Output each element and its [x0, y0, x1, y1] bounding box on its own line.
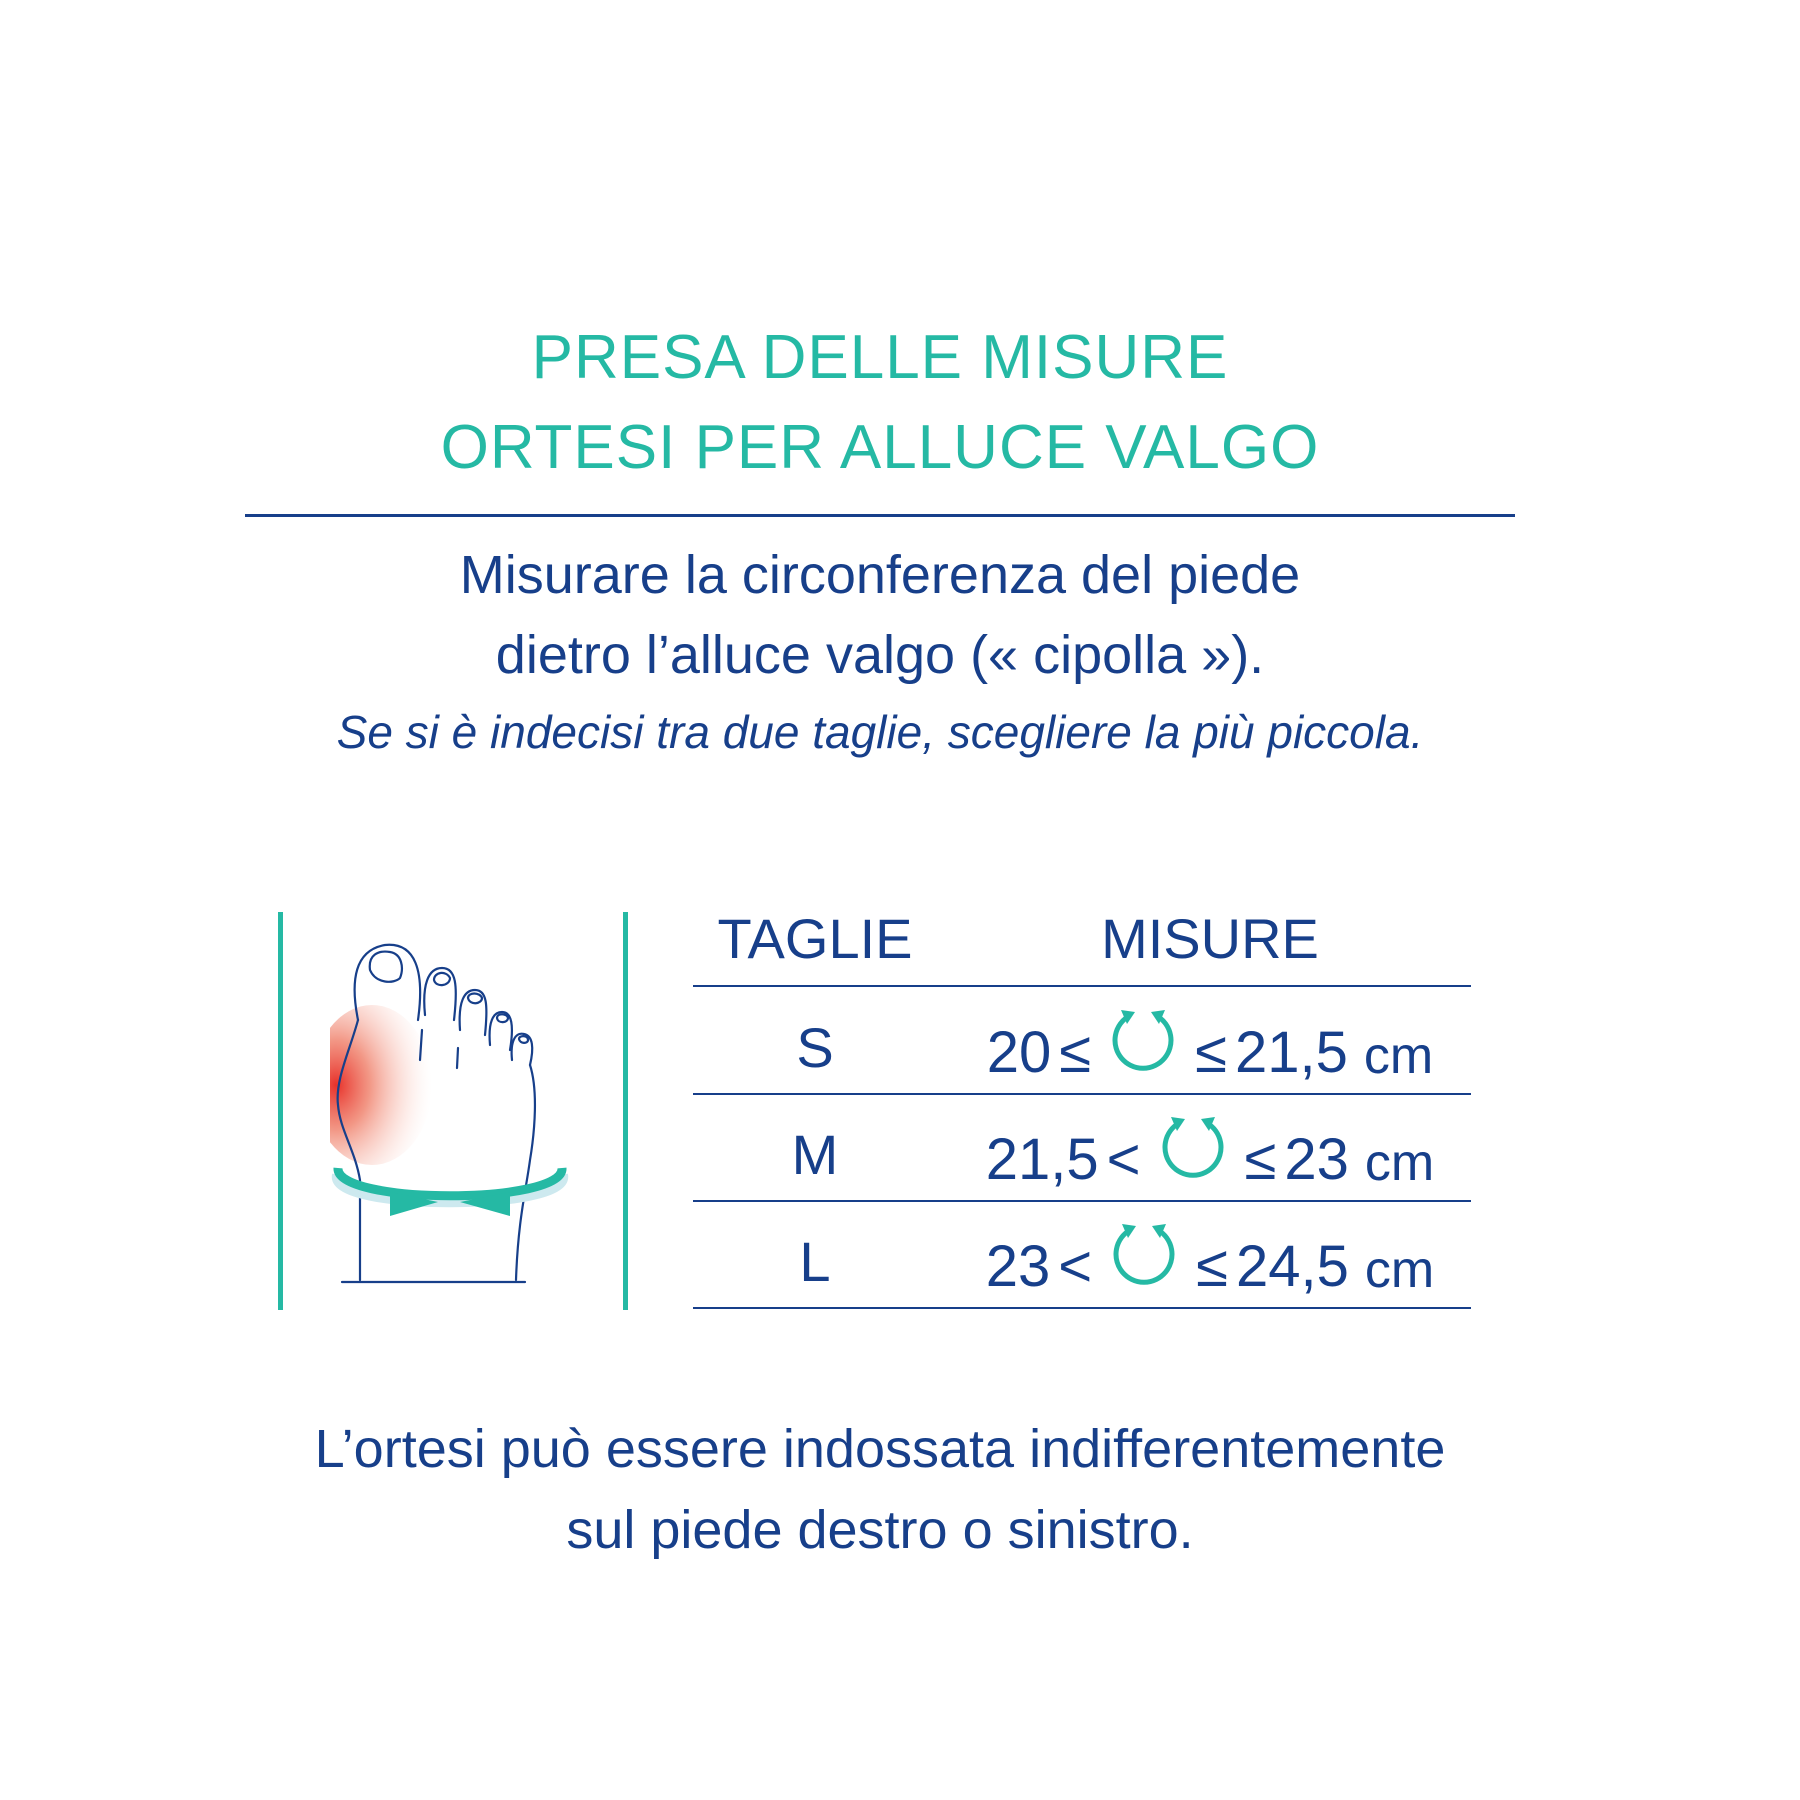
measure-operator-max: ≤	[1244, 1127, 1277, 1192]
footer-line-1: L’ortesi può essere indossata indifferentemente	[314, 1419, 1446, 1479]
measure-unit: cm	[1364, 1134, 1435, 1192]
circumference-icon	[1105, 1002, 1181, 1078]
table-header-size: TAGLIE	[717, 907, 913, 970]
intro-line-1: Misurare la circonferenza del piede	[459, 545, 1301, 605]
table-header-measure: MISURE	[1101, 907, 1319, 970]
measure-min: 23	[985, 1234, 1051, 1299]
table-row	[960, 996, 1460, 1086]
measure-unit: cm	[1363, 1027, 1434, 1085]
measure-operator-max: ≤	[1196, 1234, 1228, 1299]
table-row-divider	[693, 1093, 1471, 1095]
intro-line-2: dietro l’alluce valgo (« cipolla »).	[495, 625, 1265, 685]
table-row-divider	[693, 1200, 1471, 1202]
measure-max: 23	[1284, 1127, 1349, 1192]
table-header-divider	[693, 985, 1471, 987]
size-label: L	[799, 1230, 831, 1293]
foot-illustration	[330, 940, 600, 1295]
circumference-icon	[1155, 1109, 1231, 1185]
measure-operator-min: <	[1058, 1234, 1093, 1299]
title-line-1: PRESA DELLE MISURE	[531, 323, 1229, 392]
measure-max: 24,5	[1236, 1234, 1349, 1299]
illustration-left-border	[278, 912, 283, 1310]
table-row	[960, 1210, 1460, 1300]
measure-operator-min: ≤	[1059, 1020, 1092, 1085]
title-divider	[245, 514, 1515, 517]
table-bottom-divider	[693, 1307, 1471, 1309]
circumference-icon	[1106, 1216, 1182, 1292]
footer-line-2: sul piede destro o sinistro.	[566, 1500, 1194, 1560]
size-label: S	[796, 1016, 834, 1079]
illustration-right-border	[623, 912, 628, 1310]
bunion-highlight	[330, 1005, 432, 1165]
table-row	[960, 1103, 1460, 1193]
title-line-2: ORTESI PER ALLUCE VALGO	[440, 413, 1320, 482]
measure-operator-min: <	[1106, 1127, 1141, 1192]
intro-note: Se si è indecisi tra due taglie, scegliere la più piccola.	[336, 706, 1424, 758]
size-label: M	[791, 1123, 839, 1186]
measure-operator-max: ≤	[1195, 1020, 1227, 1085]
measure-min: 20	[986, 1020, 1052, 1085]
measure-unit: cm	[1364, 1241, 1435, 1299]
measure-min: 21,5	[985, 1127, 1099, 1192]
measure-max: 21,5	[1234, 1020, 1348, 1085]
